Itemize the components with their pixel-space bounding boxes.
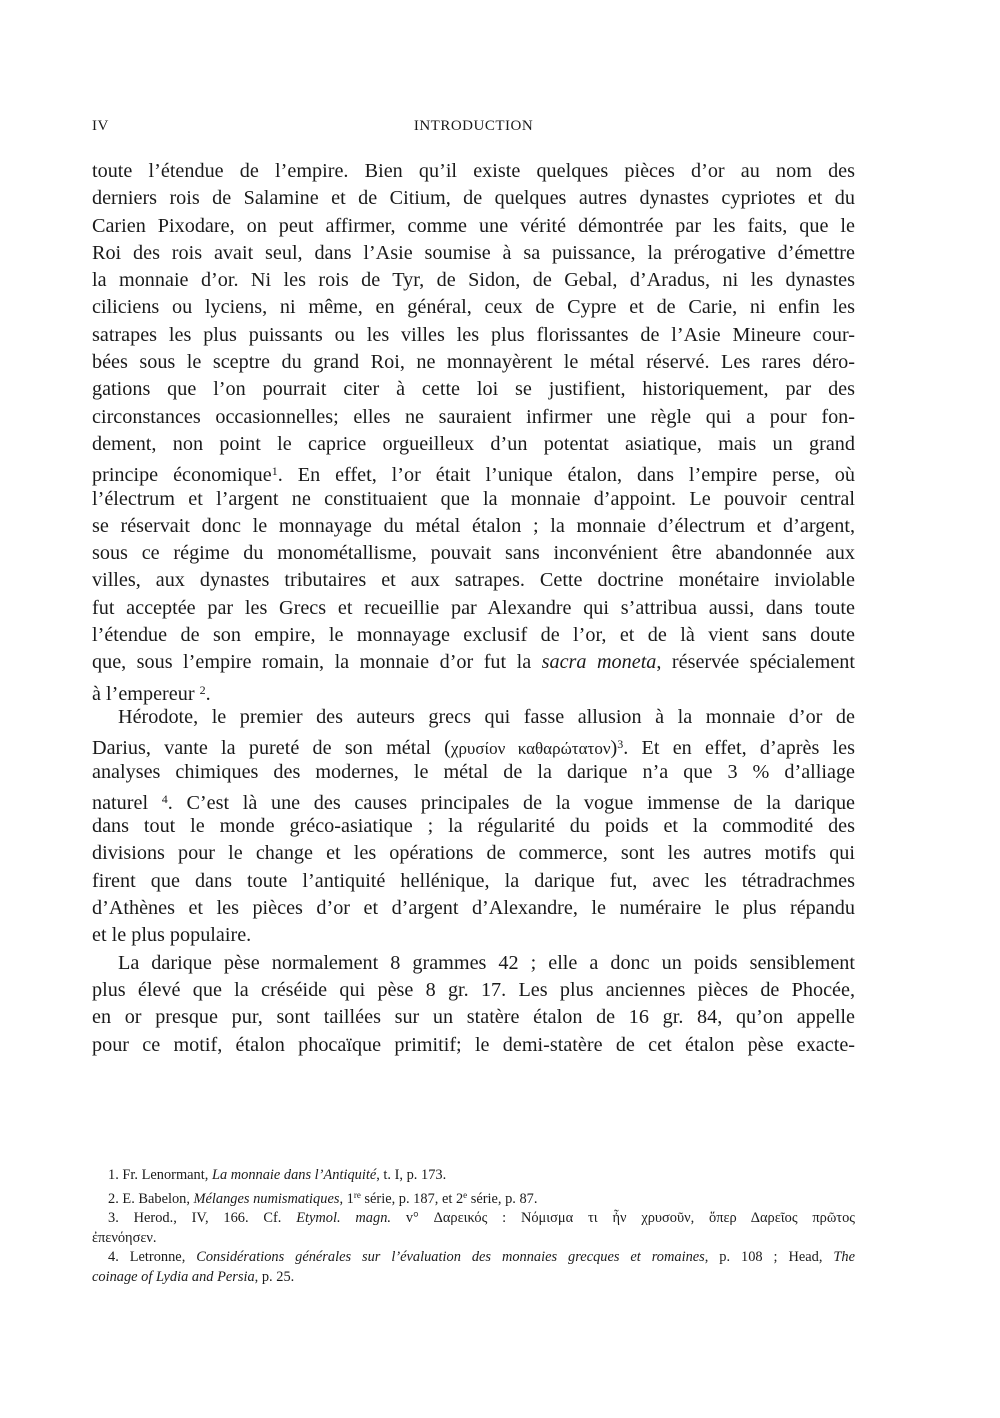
text-run: . C’est là une des causes principales de la vogue immense de la darique: [167, 791, 855, 814]
footnote-4-continued: [92, 1268, 855, 1288]
footnote-text: , 1: [339, 1190, 354, 1207]
text-line: [92, 458, 855, 485]
footnote-text: , p. 25.: [254, 1268, 295, 1285]
text-line: villes, aux dynastes tributaires et aux satrapes. Cette doctrine monétaire inviolable: [92, 569, 855, 592]
paragraph-start: La darique pèse normalement 8 grammes 42 ; elle a donc un poids sensiblement: [118, 951, 855, 974]
text-run: principe économique: [92, 464, 272, 487]
footnote-number: 3.: [108, 1210, 119, 1227]
italic-term: sacra moneta: [541, 651, 657, 674]
text-line: ciliciens ou lyciens, ni même, en général, ceux de Cypre et de Carie, ni enfin les: [92, 296, 855, 319]
paragraph-start: Hérodote, le premier des auteurs grecs qui fasse allusion à la monnaie d’or de: [118, 705, 855, 728]
footnote-ref-1[interactable]: 1: [271, 464, 278, 479]
text-run: , réservée spécialement: [656, 651, 855, 674]
footnote-number: 1.: [108, 1167, 119, 1183]
text-line: l’électrum et l’argent ne constituaient que la monnaie d’appoint. Le pouvoir central: [92, 487, 855, 510]
text-line: d’Athènes et les pièces d’or et d’argent d’Alexandre, le numéraire le plus répandu: [92, 897, 855, 920]
footnote-text: série, p. 187, et 2: [360, 1190, 464, 1207]
footnote-text: série, p. 87.: [467, 1190, 538, 1207]
text-run: naturel: [92, 791, 149, 814]
text-run: .: [205, 682, 211, 705]
text-line: gations que l’on pourrait citer à cette loi se justifient, historiquement, par des: [92, 378, 855, 401]
text-line: et le plus populaire.: [92, 924, 252, 947]
footnote-ref-3[interactable]: 3: [617, 737, 624, 752]
footnote-3: [92, 1209, 855, 1229]
text-run: à l’empereur: [92, 682, 195, 705]
text-line: [92, 649, 855, 676]
text-line: en or presque pur, sont taillées sur un statère étalon de 16 gr. 84, qu’on appelle: [92, 1006, 855, 1029]
footnote-title: Considérations générales sur l’évaluation des monnaies grecques et romaines: [196, 1249, 705, 1266]
text-line: derniers rois de Salamine et de Citium, de quelques autres dynastes cypriotes et du: [92, 187, 855, 210]
greek-quote: χρυσίον καθαρώτατον: [450, 739, 611, 759]
footnote-text: Herod., IV, 166. Cf.: [133, 1210, 297, 1227]
footnote-4: [92, 1248, 855, 1268]
footnote-title: coinage of Lydia and Persia: [92, 1268, 255, 1285]
footnote-number: 2.: [108, 1190, 119, 1207]
text-line: la monnaie d’or. Ni les rois de Tyr, de Sidon, de Gebal, d’Aradus, ni les dynastes: [92, 269, 855, 292]
text-line: divisions pour le change et les opérations de commerce, sont les autres motifs qui: [92, 842, 855, 865]
footnote-2: [92, 1186, 855, 1210]
footnote-3-continued: ἐπενόησεν.: [92, 1229, 157, 1246]
text-line: Carien Pixodare, on peut affirmer, comme une vérité démontrée par les faits, que le: [92, 214, 855, 237]
text-line: dement, non point le caprice orgueilleux d’un potentat asiatique, mais un grand: [92, 432, 855, 455]
text-run: ): [610, 737, 618, 760]
footnote-text: Fr. Lenormant,: [122, 1167, 212, 1183]
running-title: INTRODUCTION: [413, 118, 534, 134]
text-run: . En effet, l’or était l’unique étalon, dans l’empire perse, où: [277, 464, 855, 487]
text-line: [92, 786, 855, 813]
text-line: firent que dans toute l’antiquité hellénique, la darique fut, avec les tétradrachmes: [92, 869, 855, 892]
footnote-text: re: [353, 1189, 361, 1200]
footnote-text: Letronne,: [129, 1249, 197, 1266]
text-line: Roi des rois avait seul, dans l’Asie soumise à sa puissance, la prérogative d’émettre: [92, 241, 855, 264]
footnote-1: [92, 1166, 855, 1186]
footnote-text: E. Babelon,: [122, 1190, 194, 1207]
text-line: toute l’étendue de l’empire. Bien qu’il existe quelques pièces d’or au nom des: [92, 160, 855, 182]
footnote-title: Etymol. magn.: [296, 1210, 391, 1227]
text-line: se réservait donc le monnayage du métal étalon ; la monnaie d’électrum et d’argent,: [92, 514, 855, 537]
text-line: l’étendue de son empire, le monnayage exclusif de l’or, et de là vient sans doute: [92, 624, 855, 647]
text-run: . Et en effet, d’après les: [623, 737, 855, 760]
page-header: [92, 118, 855, 142]
footnote-ref-2[interactable]: 2: [199, 682, 206, 697]
footnote-text: , p. 108 ; Head,: [704, 1249, 834, 1266]
text-line: [92, 677, 855, 704]
text-line: plus élevé que la créséide qui pèse 8 gr. 17. Les plus anciennes pièces de Phocée,: [92, 978, 855, 1001]
text-line: bées sous le sceptre du grand Roi, ne monnayèrent le métal réservé. Les rares déro-: [92, 351, 855, 374]
footnote-text: , t. I, p. 173.: [376, 1167, 447, 1183]
footnote-text: v° Δαρεικός : Νόμισμα τι ἦν χρυσοῦν, ὅπερ Δαρεῖος πρῶτος: [390, 1210, 855, 1227]
footnotes: [92, 1166, 855, 1288]
text-line: pour ce motif, étalon phocaïque primitif; le demi-statère de cet étalon pèse exacte-: [92, 1033, 855, 1056]
text-run: Darius, vante la pureté de son métal (: [92, 737, 451, 760]
footnote-ref-4[interactable]: 4: [161, 791, 168, 806]
body-text: [92, 158, 855, 1059]
footnote-text: e: [463, 1189, 468, 1200]
text-line: satrapes les plus puissants ou les villes les plus florissantes de l’Asie Mineure cour-: [92, 323, 855, 346]
text-line: analyses chimiques des modernes, le métal de la darique n’a que 3 % d’alliage: [92, 760, 855, 783]
footnote-title: La monnaie dans l’Antiquité: [211, 1167, 377, 1183]
text-line: [92, 731, 855, 758]
text-line: dans tout le monde gréco-asiatique ; la régularité du poids et la commodité des: [92, 815, 855, 838]
text-line: circonstances occasionnelles; elles ne sauraient infirmer une règle qui a pour fon-: [92, 405, 855, 428]
page-number: IV: [92, 118, 109, 134]
footnote-title: Mélanges numismatiques: [193, 1190, 340, 1207]
text-run: que, sous l’empire romain, la monnaie d’or fut la: [92, 651, 542, 674]
text-line: sous ce régime du monométallisme, pouvait sans inconvénient être abandonnée aux: [92, 542, 855, 565]
footnote-title: The: [833, 1249, 855, 1266]
footnote-number: 4.: [108, 1249, 119, 1266]
text-line: fut acceptée par les Grecs et recueillie par Alexandre qui s’attribua aussi, dans toute: [92, 596, 855, 619]
